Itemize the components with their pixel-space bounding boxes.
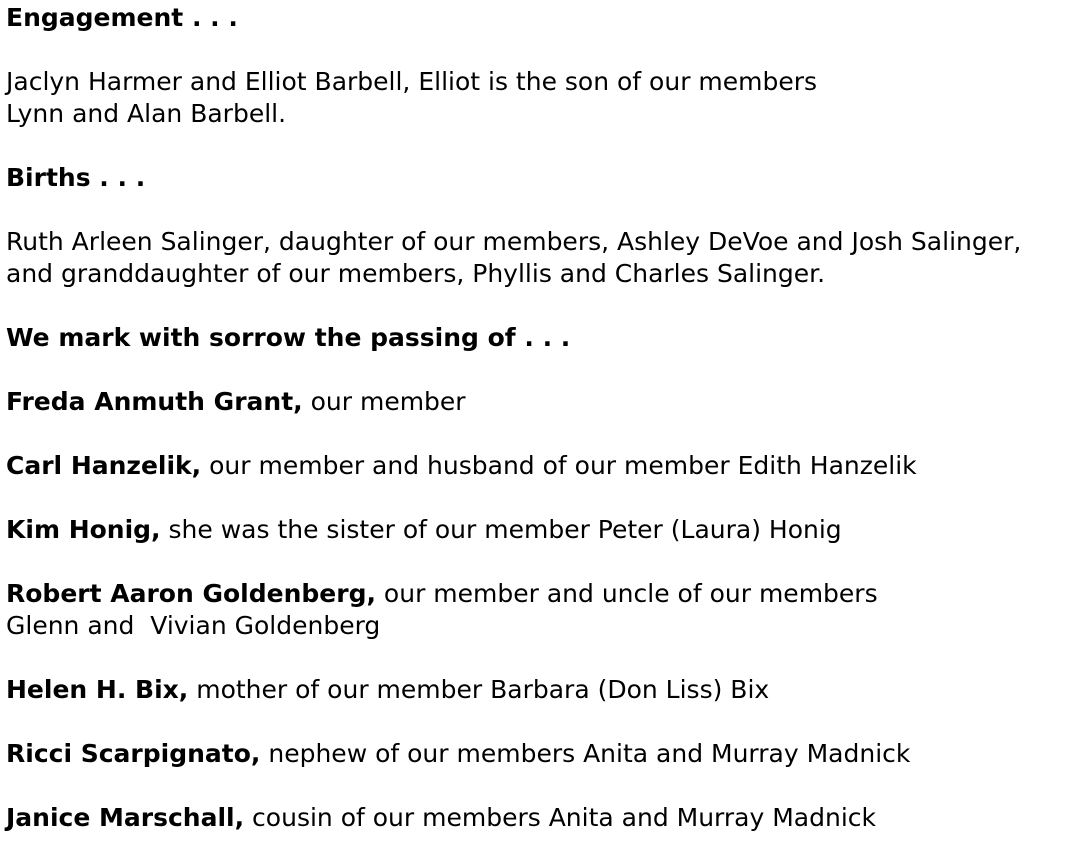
- engagement-paragraph: [6, 66, 1092, 130]
- deceased-name: Helen H. Bix,: [6, 675, 189, 704]
- deceased-name: Kim Honig,: [6, 515, 161, 544]
- entry-description: cousin of our members Anita and Murray Madnick: [244, 803, 877, 832]
- deceased-name: Freda Anmuth Grant,: [6, 387, 303, 416]
- deceased-name: Ricci Scarpignato,: [6, 739, 261, 768]
- deceased-name: Robert Aaron Goldenberg,: [6, 579, 376, 608]
- entry-description: she was the sister of our member Peter (Laura) Honig: [160, 515, 842, 544]
- engagement-heading: [6, 2, 1092, 34]
- entry-description-continued: Glenn and Vivian Goldenberg: [6, 611, 381, 640]
- section-heading: We mark with sorrow the passing of . . .: [6, 323, 571, 352]
- passing-entry: [6, 386, 1092, 418]
- passing-entry: [6, 738, 1092, 770]
- passing-heading: [6, 322, 1092, 354]
- paragraph-line: and granddaughter of our members, Phyllis and Charles Salinger.: [6, 259, 826, 288]
- entry-description: our member: [302, 387, 466, 416]
- entry-description: our member and uncle of our members: [375, 579, 878, 608]
- paragraph-line: Lynn and Alan Barbell.: [6, 99, 287, 128]
- section-heading: Births . . .: [6, 163, 146, 192]
- paragraph-line: Ruth Arleen Salinger, daughter of our members, Ashley DeVoe and Josh Salinger,: [6, 227, 1022, 256]
- entry-description: nephew of our members Anita and Murray Madnick: [260, 739, 911, 768]
- passing-entry: [6, 802, 1092, 834]
- births-paragraph: [6, 226, 1092, 290]
- entry-description: mother of our member Barbara (Don Liss) Bix: [188, 675, 770, 704]
- entry-description: our member and husband of our member Edith Hanzelik: [201, 451, 917, 480]
- paragraph-line: Jaclyn Harmer and Elliot Barbell, Elliot is the son of our members: [6, 67, 818, 96]
- passing-entry: [6, 450, 1092, 482]
- deceased-name: Janice Marschall,: [6, 803, 245, 832]
- passing-entry: [6, 578, 1092, 642]
- section-heading: Engagement . . .: [6, 3, 238, 32]
- deceased-name: Carl Hanzelik,: [6, 451, 202, 480]
- passing-entry: [6, 674, 1092, 706]
- births-heading: [6, 162, 1092, 194]
- passing-entry: [6, 514, 1092, 546]
